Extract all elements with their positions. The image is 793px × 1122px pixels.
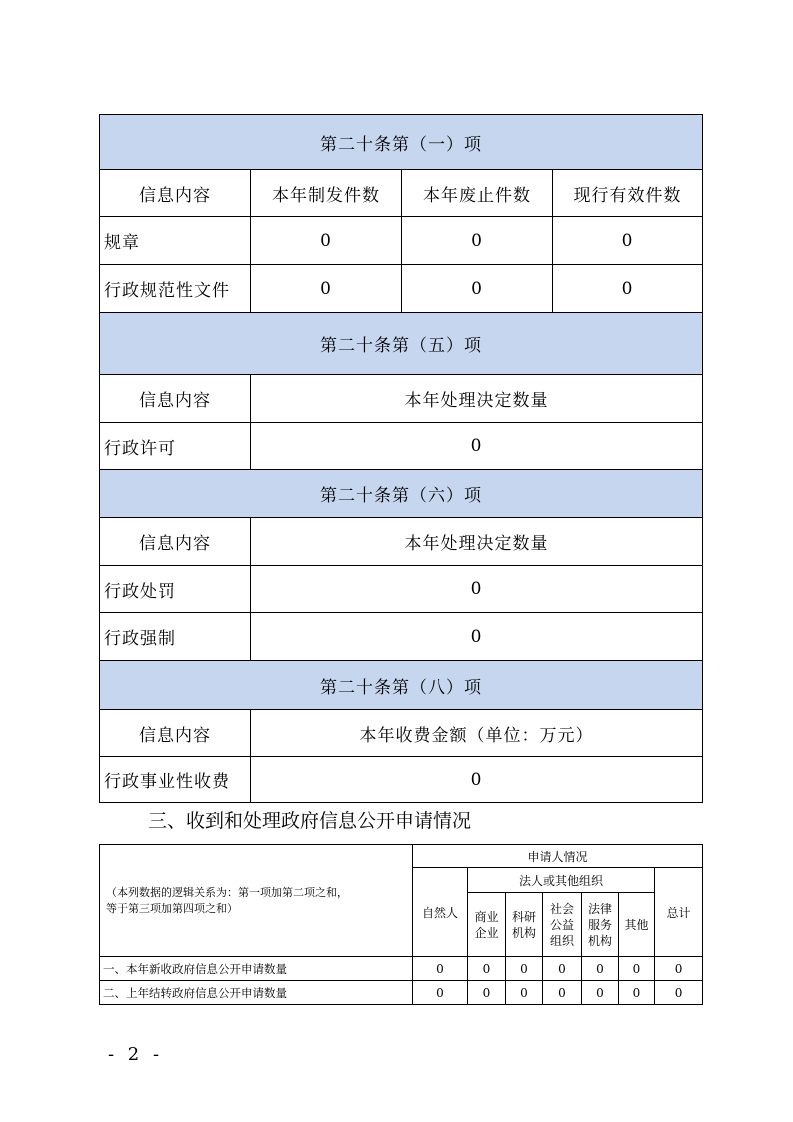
section-heading-article20-item1: 第二十条第（一）项 (100, 115, 703, 170)
section-heading-article20-item6: 第二十条第（六）项 (100, 470, 703, 518)
table-cell: 0 (543, 981, 582, 1005)
application-stats-table (99, 844, 703, 1005)
table-cell: 0 (468, 981, 506, 1005)
table-cell: 0 (251, 265, 402, 313)
table-cell: 0 (655, 981, 703, 1005)
logic-note (100, 845, 413, 957)
entity-header-research (506, 893, 543, 957)
header-text: 企业 (474, 925, 499, 940)
table-cell: 0 (402, 217, 553, 265)
header-text: 组织 (549, 933, 574, 948)
column-header-decision-count: 本年处理决定数量 (251, 518, 703, 566)
table-cell: 0 (413, 981, 468, 1005)
column-header-info-content: 信息内容 (100, 518, 251, 566)
header-text: 服务 (587, 917, 612, 932)
row-label-admin-penalty: 行政处罚 (100, 566, 251, 613)
column-header-decision-count: 本年处理决定数量 (251, 375, 703, 423)
table-cell: 0 (619, 957, 655, 981)
entity-header-legal-service (582, 893, 619, 957)
table-cell: 0 (582, 957, 619, 981)
row-label-new-requests: 一、本年新收政府信息公开申请数量 (100, 957, 413, 981)
table-cell: 0 (619, 981, 655, 1005)
section-heading-article20-item8: 第二十条第（八）项 (100, 661, 703, 710)
header-text: 机构 (511, 925, 536, 940)
natural-person-header: 自然人 (413, 868, 468, 957)
page-number: - 2 - (108, 1044, 164, 1065)
entity-header-public-welfare (543, 893, 582, 957)
column-header-issued-count: 本年制发件数 (251, 170, 402, 217)
column-header-valid-count: 现行有效件数 (553, 170, 703, 217)
row-label-admin-fees: 行政事业性收费 (100, 757, 251, 803)
table-cell: 0 (506, 957, 543, 981)
header-text: 社会 (549, 901, 574, 916)
row-label-admin-enforcement: 行政强制 (100, 613, 251, 661)
header-text: 机构 (587, 933, 612, 948)
table-cell: 0 (553, 265, 703, 313)
table-cell: 0 (251, 613, 703, 661)
disclosure-table (99, 114, 703, 803)
table-cell: 0 (468, 957, 506, 981)
table-cell: 0 (251, 217, 402, 265)
header-text: 商业 (474, 909, 499, 924)
column-header-info-content: 信息内容 (100, 710, 251, 757)
table-cell: 0 (251, 423, 703, 470)
table-cell: 0 (655, 957, 703, 981)
row-label-carried-over: 二、上年结转政府信息公开申请数量 (100, 981, 413, 1005)
table-cell: 0 (543, 957, 582, 981)
section-heading-article20-item5: 第二十条第（五）项 (100, 313, 703, 375)
table-cell: 0 (506, 981, 543, 1005)
header-text: 其他 (624, 917, 649, 932)
table-cell: 0 (413, 957, 468, 981)
legal-entity-header: 法人或其他组织 (468, 868, 655, 893)
column-header-info-content: 信息内容 (100, 170, 251, 217)
column-header-fee-amount: 本年收费金额（单位：万元） (251, 710, 703, 757)
row-label-regulations: 规章 (100, 217, 251, 265)
table-cell: 0 (251, 566, 703, 613)
applicant-header: 申请人情况 (413, 845, 703, 868)
column-header-repealed-count: 本年废止件数 (402, 170, 553, 217)
column-header-info-content: 信息内容 (100, 375, 251, 423)
row-label-admin-license: 行政许可 (100, 423, 251, 470)
logic-note-line-2: 等于第三项加第四项之和） (106, 901, 238, 915)
row-label-normative-documents: 行政规范性文件 (100, 265, 251, 313)
entity-header-business (468, 893, 506, 957)
table-cell: 0 (553, 217, 703, 265)
table-cell: 0 (251, 757, 703, 803)
logic-note-line-1: （本列数据的逻辑关系为：第一项加第二项之和， (106, 885, 348, 899)
table-cell: 0 (582, 981, 619, 1005)
header-text: 科研 (511, 909, 536, 924)
table-cell: 0 (402, 265, 553, 313)
header-text: 法律 (587, 901, 612, 916)
section-title: 三、收到和处理政府信息公开申请情况 (148, 810, 472, 832)
total-header: 总计 (655, 868, 703, 957)
entity-header-other (619, 893, 655, 957)
header-text: 公益 (549, 917, 574, 932)
